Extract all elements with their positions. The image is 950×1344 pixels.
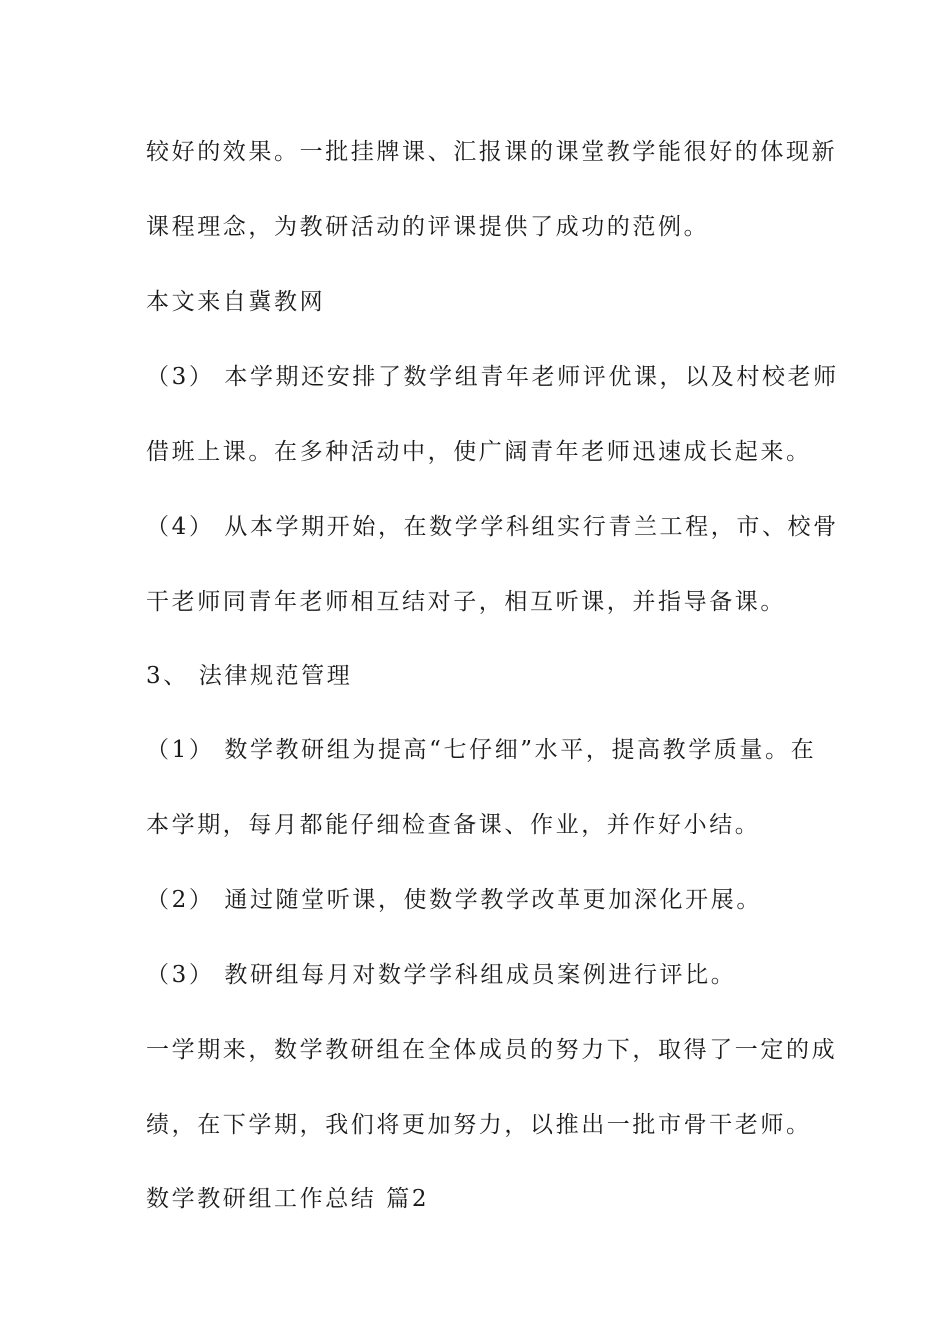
paragraph-line: 本学期，每月都能仔细检查备课、作业，并作好小结。 (146, 812, 761, 838)
list-item-line: （4） 从本学期开始，在数学学科组实行青兰工程，市、校骨 (146, 514, 839, 540)
list-item-line: （2） 通过随堂听课，使数学教学改革更加深化开展。 (146, 887, 762, 913)
paragraph-line: 借班上课。在多种活动中，使广阔青年老师迅速成长起来。 (146, 439, 812, 465)
paragraph-line: 干老师同青年老师相互结对子，相互听课，并指导备课。 (146, 589, 786, 615)
list-item-line: （3） 本学期还安排了数学组青年老师评优课，以及村校老师 (146, 364, 839, 390)
section-title: 数学教研组工作总结 篇2 (146, 1186, 430, 1212)
paragraph-line: 绩，在下学期，我们将更加努力，以推出一批市骨干老师。 (146, 1112, 812, 1138)
list-item-line: （3） 教研组每月对数学学科组成员案例进行评比。 (146, 962, 737, 988)
section-heading: 3、 法律规范管理 (146, 663, 353, 689)
list-item-line: （1） 数学教研组为提高“七仔细”水平，提高教学质量。在 (146, 737, 817, 763)
paragraph-line: 较好的效果。一批挂牌课、汇报课的课堂教学能很好的体现新 (146, 139, 838, 165)
source-note: 本文来自冀教网 (146, 289, 326, 315)
paragraph-line: 课程理念，为教研活动的评课提供了成功的范例。 (146, 214, 710, 240)
paragraph-line: 一学期来，数学教研组在全体成员的努力下，取得了一定的成 (146, 1037, 838, 1063)
